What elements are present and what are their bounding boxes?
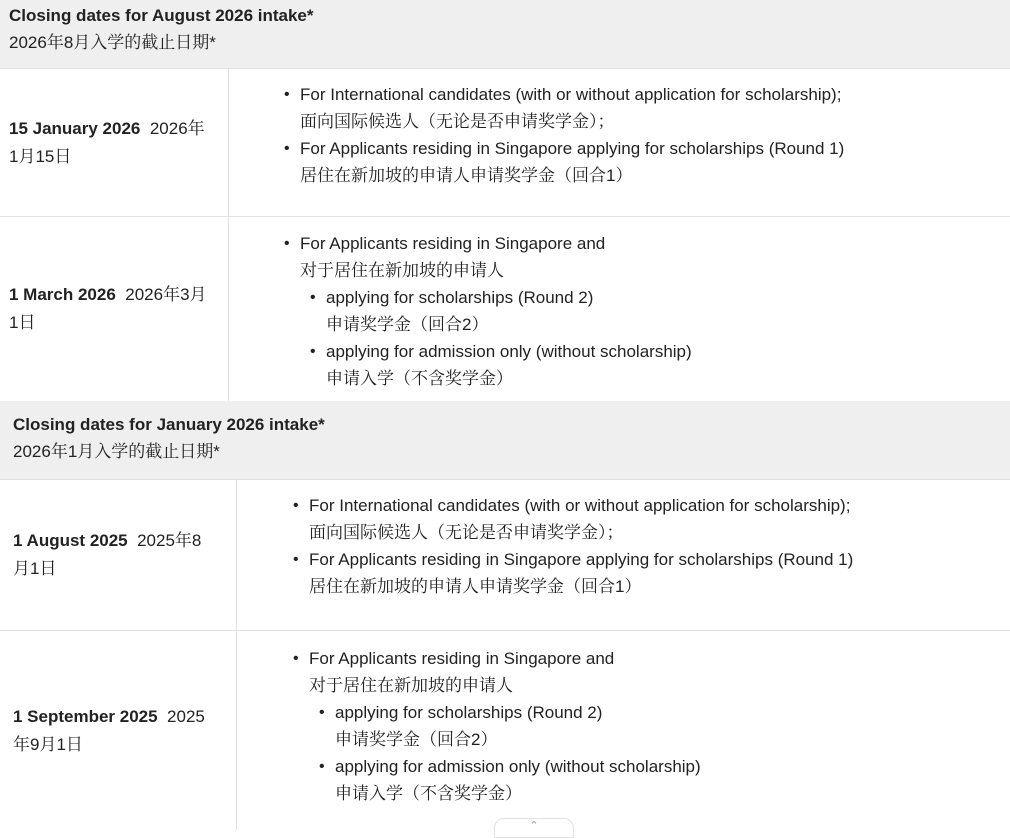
item-en: • For Applicants residing in Singapore and xyxy=(300,234,606,253)
table-row xyxy=(0,480,1010,631)
item-zh: 申请奖学金（回合2） xyxy=(335,730,498,749)
list-item xyxy=(284,135,1010,189)
item-zh: 居住在新加坡的申请人申请奖学金（回合1） xyxy=(309,577,642,596)
list-item xyxy=(293,645,1010,807)
sub-list-item xyxy=(319,753,1010,807)
item-en: • For Applicants residing in Singapore applying for scholarships (Round 1) xyxy=(309,550,854,569)
item-zh: 申请入学（不含奖学金） xyxy=(326,369,513,388)
table-row xyxy=(0,69,1010,217)
list-item xyxy=(284,81,1010,135)
section-subtitle: 2026年8月入学的截止日期* xyxy=(9,33,216,52)
item-en: • For Applicants residing in Singapore and xyxy=(309,649,615,668)
date-en: 15 January 2026 xyxy=(9,118,141,138)
item-zh: 面向国际候选人（无论是否申请奖学金）； xyxy=(309,523,624,542)
sub-list-item xyxy=(319,699,1010,753)
item-zh: 居住在新加坡的申请人申请奖学金（回合1） xyxy=(300,166,633,185)
sub-list-item xyxy=(310,284,1010,338)
item-zh: 面向国际候选人（无论是否申请奖学金）； xyxy=(300,112,615,131)
table-row xyxy=(0,631,1010,830)
item-en: • For International candidates (with or without application for scholarship); xyxy=(300,85,842,104)
date-zh: 2026年1月15日 xyxy=(9,118,205,166)
date-cell xyxy=(0,480,237,630)
date-zh: 2025年9月1日 xyxy=(13,706,205,754)
detail-cell xyxy=(229,217,1010,401)
date-en: 1 March 2026 xyxy=(9,285,116,304)
item-en: • applying for admission only (without scholarship) xyxy=(326,342,692,361)
date-cell xyxy=(0,69,229,216)
item-en: • For Applicants residing in Singapore applying for scholarships (Round 1) xyxy=(300,139,845,158)
august-2026-intake-table xyxy=(0,0,1010,401)
date-en: 1 August 2025 xyxy=(13,531,128,550)
table-row xyxy=(0,217,1010,401)
section-subtitle: 2026年1月入学的截止日期* xyxy=(13,442,220,461)
section-header xyxy=(0,401,1010,480)
scroll-to-top-button[interactable] xyxy=(494,818,574,838)
section-title: Closing dates for August 2026 intake* xyxy=(9,6,314,25)
item-zh: 申请奖学金（回合2） xyxy=(326,315,489,334)
detail-cell xyxy=(237,631,1010,830)
list-item xyxy=(293,546,1010,600)
sub-list-item xyxy=(310,338,1010,392)
date-zh: 2026年3月1日 xyxy=(9,285,207,332)
item-zh: 申请入学（不含奖学金） xyxy=(335,784,522,803)
date-zh: 2025年8月1日 xyxy=(13,531,202,578)
date-cell xyxy=(0,631,237,830)
list-item xyxy=(293,492,1010,546)
section-header xyxy=(0,0,1010,69)
date-en: 1 September 2025 xyxy=(13,706,158,726)
detail-cell xyxy=(237,480,1010,630)
january-2026-intake-table xyxy=(0,401,1010,830)
date-cell xyxy=(0,217,229,401)
list-item xyxy=(284,230,1010,392)
chevron-up-icon: ⌃ xyxy=(529,820,539,832)
item-en: • For International candidates (with or without application for scholarship); xyxy=(309,496,851,515)
section-title: Closing dates for January 2026 intake* xyxy=(13,415,325,434)
item-en: • applying for admission only (without scholarship) xyxy=(335,757,701,776)
item-zh: 对于居住在新加坡的申请人 xyxy=(309,676,513,695)
detail-cell xyxy=(229,69,1010,216)
item-en: • applying for scholarships (Round 2) xyxy=(335,703,603,722)
item-zh: 对于居住在新加坡的申请人 xyxy=(300,261,504,280)
item-en: • applying for scholarships (Round 2) xyxy=(326,288,594,307)
